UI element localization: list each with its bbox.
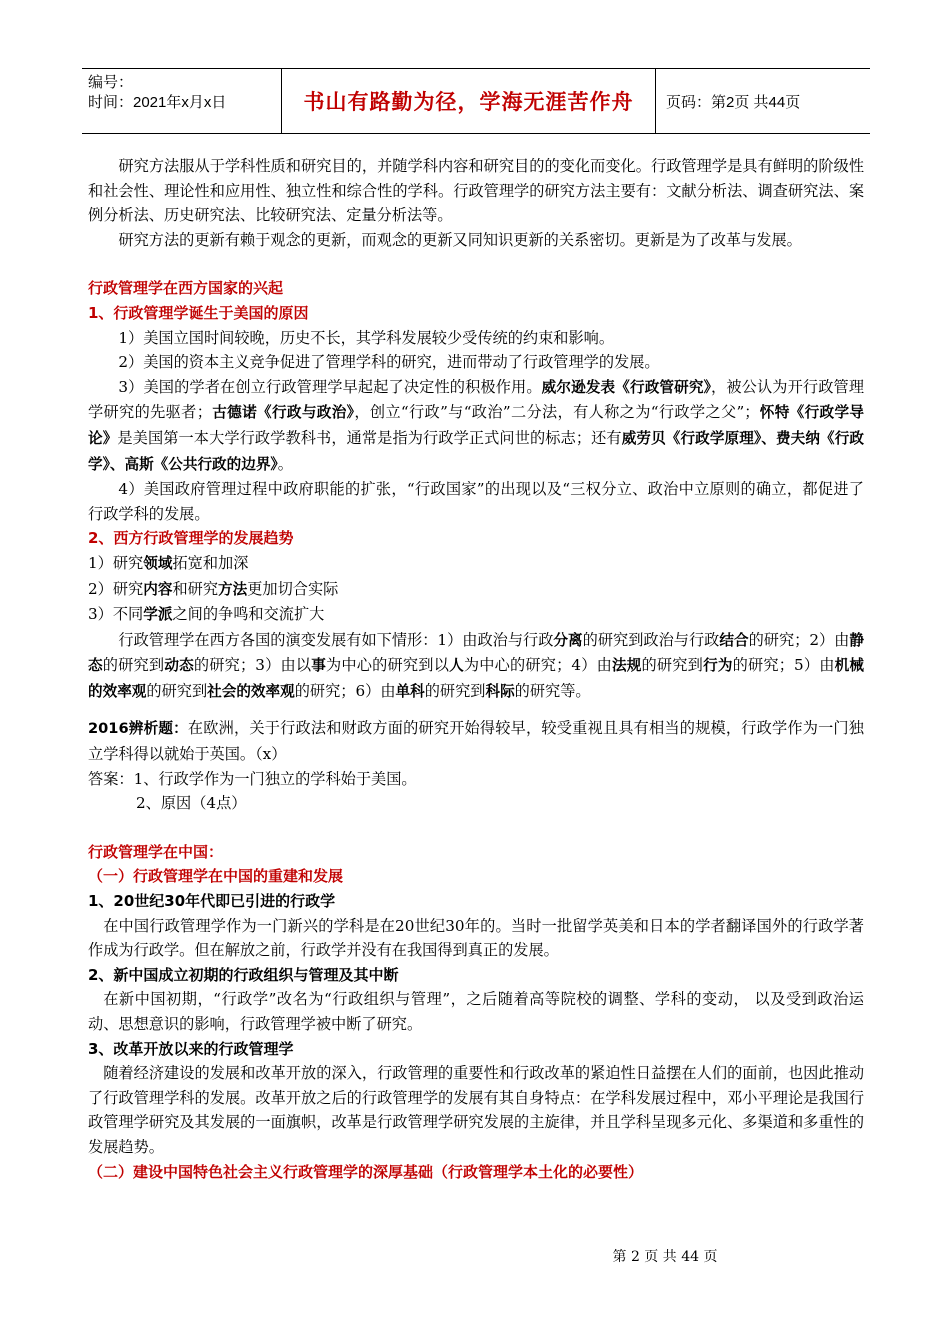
list-item: 4）美国政府管理过程中政府职能的扩张，“行政国家”的出现以及“三权分立、政治中立原则的确立，都促进了行政学科的发展。 (88, 480, 864, 523)
subsection-title: （二）建设中国特色社会主义行政管理学的深厚基础（行政管理学本土化的必要性） (88, 1162, 644, 1181)
highlight: 威尔逊发表《行政管研究》 (541, 378, 711, 396)
subsection-title: 1、行政管理学诞生于美国的原因 (88, 303, 309, 322)
exam-answer: 2、原因（4点） (136, 794, 247, 813)
header-meta (82, 69, 282, 133)
list-item: 3）不同学派之间的争鸣和交流扩大 (88, 605, 325, 624)
list-item: 1）美国立国时间较晚，历史不长，其学科发展较少受传统的约束和影响。 (118, 328, 615, 347)
subsection-title: 2、西方行政管理学的发展趋势 (88, 529, 294, 548)
paragraph: 在新中国初期，“行政学”改名为“行政组织与管理”，之后随着高等院校的调整、学科的变动， 以及受到政治运动、思想意识的影响，行政管理学被中断了研究。 (88, 990, 864, 1033)
highlight: 威劳贝《行政学原理》、费夫纳《行政学》、高斯《公共行政的边界》 (88, 429, 865, 473)
paragraph: 行政管理学在西方各国的演变发展有如下情形：1）由政治与行政分离的研究到政治与行政结合的研究；2）由静态的研究到动态的研究；3）由以事为中心的研究到以人为中心的研究；4）由法规的研究到行为的研究；5）由机械的效率观的研究到社会的效率观的研究；6）由单科的研究到科际的研究等。 (88, 630, 864, 700)
page-header (82, 68, 870, 134)
list-item: 2）美国的资本主义竞争促进了管理学科的研究，进而带动了行政管理学的发展。 (118, 353, 660, 372)
section-title: 行政管理学在中国： (88, 842, 224, 861)
paragraph: 随着经济建设的发展和改革开放的深入，行政管理的重要性和行政改革的紧迫性日益摆在人们的面前，也因此推动了行政管理学科的发展。改革开放之后的行政管理学的发展有其自身特点：在学科发展过程中，邓小平理论是我国行政管理学研究及其发展的一面旗帜，改革是行政管理学研究发展的主旋律，并且学科呈现多元化、多渠道和多重性的发展趋势。 (88, 1064, 864, 1156)
list-item: 1）研究领域拓宽和加深 (88, 553, 249, 572)
exam-label: 2016辨析题： (88, 720, 188, 738)
list-item: 2）研究内容和研究方法更加切合实际 (88, 579, 339, 598)
page-footer: 第 2 页 共 44 页 (612, 1249, 718, 1265)
exam-question: 2016辨析题：在欧洲，关于行政法和财政方面的研究开始得较早，较受重视且具有相当的规模，行政学作为一门独立学科得以就始于英国。（x） (88, 719, 864, 764)
exam-answer: 答案：1、行政学作为一门独立的学科始于美国。 (88, 769, 417, 788)
document-body (88, 154, 864, 1184)
header-motto: 书山有路勤为径，学海无涯苦作舟 (282, 69, 656, 133)
header-number: 编号： (88, 74, 134, 91)
highlight: 怀特《行政学导论》 (88, 404, 865, 447)
highlight: 古德诺《行政与政治》 (211, 404, 355, 422)
paragraph: 在中国行政管理学作为一门新兴的学科是在20世纪30年的。当时一批留学英美和日本的学者翻译国外的行政学著作成为行政学。但在解放之前，行政学并没有在我国得到真正的发展。 (88, 916, 864, 960)
heading: 2、新中国成立初期的行政组织与管理及其中断 (88, 965, 399, 984)
list-item: 3）美国的学者在创立行政管理学早起起了决定性的积极作用。威尔逊发表《行政管研究》，被公认为开行政管理学研究的先驱者；古德诺《行政与政治》，创立“行政”与“政治”二分法，有人称之为“行政学之父”；怀特《行政学导论》是美国第一本大学行政学教科书，通常是指为行政学正式问世的标志；还有威劳贝《行政学原理》、费夫纳《行政学》、高斯《公共行政的边界》。 (88, 377, 865, 473)
header-page-number: 页码：第2页 共44页 (666, 93, 801, 111)
section-title: 行政管理学在西方国家的兴起 (88, 279, 284, 298)
paragraph: 研究方法服从于学科性质和研究目的，并随学科内容和研究目的的变化而变化。行政管理学是具有鲜明的阶级性和社会性、理论性和应用性、独立性和综合性的学科。行政管理学的研究方法主要有：文献分析法、调查研究法、案例分析法、历史研究法、比较研究法、定量分析法等。 (88, 157, 864, 225)
header-date: 时间：2021年x月x日 (88, 94, 227, 111)
heading: 1、20世纪30年代即已引进的行政学 (88, 892, 336, 911)
heading: 3、改革开放以来的行政管理学 (88, 1039, 294, 1058)
subsection-title: （一）行政管理学在中国的重建和发展 (88, 867, 344, 886)
paragraph: 研究方法的更新有赖于观念的更新，而观念的更新又同知识更新的关系密切。更新是为了改革与发展。 (118, 230, 802, 249)
